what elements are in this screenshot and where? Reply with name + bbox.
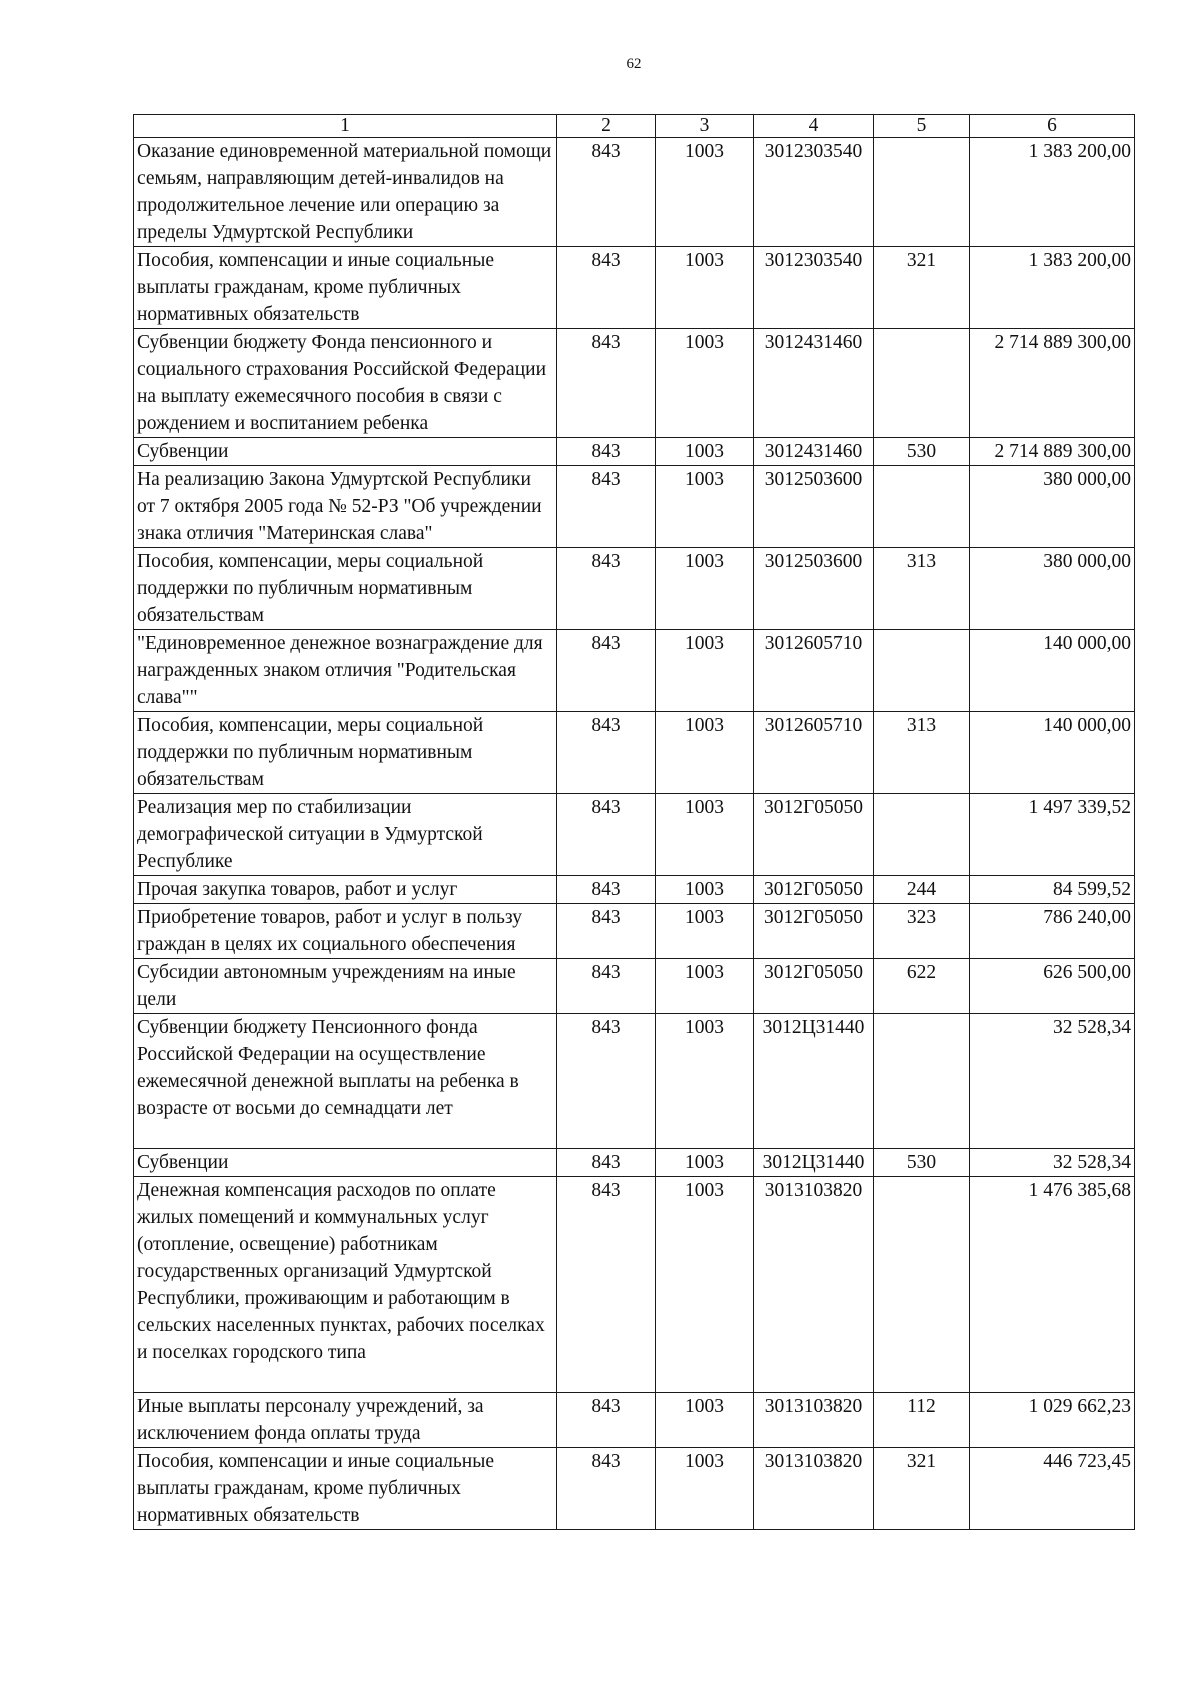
amount-cell: 1 029 662,23 bbox=[970, 1393, 1135, 1448]
amount-cell: 380 000,00 bbox=[970, 466, 1135, 548]
expense-type-cell bbox=[874, 794, 970, 876]
expense-type-cell bbox=[874, 466, 970, 548]
row-name-cell: Пособия, компенсации, меры социальной поддержки по публичным нормативным обязательствам bbox=[134, 548, 557, 630]
section-code-cell: 1003 bbox=[656, 1149, 754, 1177]
section-code-cell: 1003 bbox=[656, 794, 754, 876]
section-code-cell: 1003 bbox=[656, 247, 754, 329]
amount-cell: 140 000,00 bbox=[970, 630, 1135, 712]
section-code-cell: 1003 bbox=[656, 1448, 754, 1530]
chapter-code-cell: 843 bbox=[557, 466, 656, 548]
row-name-cell: Прочая закупка товаров, работ и услуг bbox=[134, 876, 557, 904]
expense-type-cell bbox=[874, 329, 970, 438]
amount-cell: 2 714 889 300,00 bbox=[970, 329, 1135, 438]
section-code-cell: 1003 bbox=[656, 548, 754, 630]
target-article-cell: 3012503600 bbox=[754, 548, 874, 630]
table-row bbox=[134, 876, 1135, 904]
budget-table bbox=[133, 114, 1135, 1530]
table-body bbox=[134, 138, 1135, 1530]
target-article-cell: 3012605710 bbox=[754, 630, 874, 712]
chapter-code-cell: 843 bbox=[557, 1177, 656, 1393]
chapter-code-cell: 843 bbox=[557, 876, 656, 904]
table-row bbox=[134, 466, 1135, 548]
column-header-1: 1 bbox=[134, 115, 557, 138]
table-row bbox=[134, 1149, 1135, 1177]
amount-cell: 1 383 200,00 bbox=[970, 247, 1135, 329]
section-code-cell: 1003 bbox=[656, 466, 754, 548]
amount-cell: 140 000,00 bbox=[970, 712, 1135, 794]
row-name-cell: "Единовременное денежное вознаграждение для награжденных знаком отличия "Родительская слава"" bbox=[134, 630, 557, 712]
amount-cell: 2 714 889 300,00 bbox=[970, 438, 1135, 466]
expense-type-cell: 622 bbox=[874, 959, 970, 1014]
table-row bbox=[134, 1448, 1135, 1530]
amount-cell: 84 599,52 bbox=[970, 876, 1135, 904]
row-name-cell: Иные выплаты персоналу учреждений, за исключением фонда оплаты труда bbox=[134, 1393, 557, 1448]
column-header-6: 6 bbox=[970, 115, 1135, 138]
table-row bbox=[134, 1177, 1135, 1393]
amount-cell: 1 497 339,52 bbox=[970, 794, 1135, 876]
page-number: 62 bbox=[626, 56, 642, 72]
row-name-cell: Реализация мер по стабилизации демографической ситуации в Удмуртской Республике bbox=[134, 794, 557, 876]
table-row bbox=[134, 138, 1135, 247]
expense-type-cell: 530 bbox=[874, 1149, 970, 1177]
table-row bbox=[134, 548, 1135, 630]
section-code-cell: 1003 bbox=[656, 904, 754, 959]
table-row bbox=[134, 794, 1135, 876]
target-article-cell: 3012Г05050 bbox=[754, 959, 874, 1014]
chapter-code-cell: 843 bbox=[557, 247, 656, 329]
amount-cell: 786 240,00 bbox=[970, 904, 1135, 959]
row-name-cell: Приобретение товаров, работ и услуг в пользу граждан в целях их социального обеспечения bbox=[134, 904, 557, 959]
amount-cell: 1 476 385,68 bbox=[970, 1177, 1135, 1393]
chapter-code-cell: 843 bbox=[557, 1448, 656, 1530]
section-code-cell: 1003 bbox=[656, 138, 754, 247]
section-code-cell: 1003 bbox=[656, 1393, 754, 1448]
section-code-cell: 1003 bbox=[656, 876, 754, 904]
section-code-cell: 1003 bbox=[656, 329, 754, 438]
chapter-code-cell: 843 bbox=[557, 438, 656, 466]
expense-type-cell bbox=[874, 1014, 970, 1149]
row-name-cell: Оказание единовременной материальной помощи семьям, направляющим детей-инвалидов на продолжительное лечение или операцию за пределы Удмуртской Республики bbox=[134, 138, 557, 247]
row-name-cell: Пособия, компенсации и иные социальные выплаты гражданам, кроме публичных нормативных обязательств bbox=[134, 1448, 557, 1530]
section-code-cell: 1003 bbox=[656, 959, 754, 1014]
target-article-cell: 3012303540 bbox=[754, 247, 874, 329]
expense-type-cell bbox=[874, 630, 970, 712]
target-article-cell: 3012431460 bbox=[754, 438, 874, 466]
expense-type-cell: 313 bbox=[874, 548, 970, 630]
chapter-code-cell: 843 bbox=[557, 1393, 656, 1448]
row-name-cell: Субвенции bbox=[134, 438, 557, 466]
target-article-cell: 3012431460 bbox=[754, 329, 874, 438]
target-article-cell: 3013103820 bbox=[754, 1393, 874, 1448]
chapter-code-cell: 843 bbox=[557, 138, 656, 247]
expense-type-cell: 244 bbox=[874, 876, 970, 904]
column-header-2: 2 bbox=[557, 115, 656, 138]
section-code-cell: 1003 bbox=[656, 438, 754, 466]
section-code-cell: 1003 bbox=[656, 630, 754, 712]
amount-cell: 32 528,34 bbox=[970, 1014, 1135, 1149]
table-header-row bbox=[134, 115, 1135, 138]
expense-type-cell: 323 bbox=[874, 904, 970, 959]
expense-type-cell: 530 bbox=[874, 438, 970, 466]
chapter-code-cell: 843 bbox=[557, 630, 656, 712]
amount-cell: 626 500,00 bbox=[970, 959, 1135, 1014]
target-article-cell: 3012303540 bbox=[754, 138, 874, 247]
amount-cell: 32 528,34 bbox=[970, 1149, 1135, 1177]
chapter-code-cell: 843 bbox=[557, 329, 656, 438]
table-row bbox=[134, 630, 1135, 712]
target-article-cell: 3012503600 bbox=[754, 466, 874, 548]
row-name-cell: Пособия, компенсации и иные социальные выплаты гражданам, кроме публичных нормативных обязательств bbox=[134, 247, 557, 329]
chapter-code-cell: 843 bbox=[557, 548, 656, 630]
target-article-cell: 3012Г05050 bbox=[754, 904, 874, 959]
table-row bbox=[134, 1014, 1135, 1149]
section-code-cell: 1003 bbox=[656, 1014, 754, 1149]
table-row bbox=[134, 1393, 1135, 1448]
expense-type-cell: 112 bbox=[874, 1393, 970, 1448]
table-row bbox=[134, 438, 1135, 466]
row-name-cell: Субсидии автономным учреждениям на иные цели bbox=[134, 959, 557, 1014]
row-name-cell: Пособия, компенсации, меры социальной поддержки по публичным нормативным обязательствам bbox=[134, 712, 557, 794]
chapter-code-cell: 843 bbox=[557, 959, 656, 1014]
row-name-cell: Денежная компенсация расходов по оплате жилых помещений и коммунальных услуг (отопление, освещение) работникам государственных организаций Удмуртской Республики, проживающим и работающим в сельских населенных пунктах, рабочих поселках и поселках городского типа bbox=[134, 1177, 557, 1393]
table-row bbox=[134, 959, 1135, 1014]
expense-type-cell: 321 bbox=[874, 1448, 970, 1530]
chapter-code-cell: 843 bbox=[557, 1149, 656, 1177]
chapter-code-cell: 843 bbox=[557, 712, 656, 794]
column-header-4: 4 bbox=[754, 115, 874, 138]
column-header-3: 3 bbox=[656, 115, 754, 138]
table-row bbox=[134, 247, 1135, 329]
amount-cell: 446 723,45 bbox=[970, 1448, 1135, 1530]
expense-type-cell: 321 bbox=[874, 247, 970, 329]
table-row bbox=[134, 904, 1135, 959]
column-header-5: 5 bbox=[874, 115, 970, 138]
row-name-cell: На реализацию Закона Удмуртской Республики от 7 октября 2005 года № 52-РЗ "Об учреждении знака отличия "Материнская слава" bbox=[134, 466, 557, 548]
chapter-code-cell: 843 bbox=[557, 904, 656, 959]
expense-type-cell: 313 bbox=[874, 712, 970, 794]
expense-type-cell bbox=[874, 1177, 970, 1393]
target-article-cell: 3012Г05050 bbox=[754, 794, 874, 876]
row-name-cell: Субвенции бюджету Фонда пенсионного и социального страхования Российской Федерации на выплату ежемесячного пособия в связи с рождением и воспитанием ребенка bbox=[134, 329, 557, 438]
chapter-code-cell: 843 bbox=[557, 794, 656, 876]
target-article-cell: 3012605710 bbox=[754, 712, 874, 794]
table-row bbox=[134, 712, 1135, 794]
table-row bbox=[134, 329, 1135, 438]
target-article-cell: 3012Ц31440 bbox=[754, 1149, 874, 1177]
row-name-cell: Субвенции бюджету Пенсионного фонда Российской Федерации на осуществление ежемесячной денежной выплаты на ребенка в возрасте от восьми до семнадцати лет bbox=[134, 1014, 557, 1149]
chapter-code-cell: 843 bbox=[557, 1014, 656, 1149]
target-article-cell: 3012Ц31440 bbox=[754, 1014, 874, 1149]
section-code-cell: 1003 bbox=[656, 1177, 754, 1393]
amount-cell: 380 000,00 bbox=[970, 548, 1135, 630]
target-article-cell: 3013103820 bbox=[754, 1177, 874, 1393]
amount-cell: 1 383 200,00 bbox=[970, 138, 1135, 247]
section-code-cell: 1003 bbox=[656, 712, 754, 794]
expense-type-cell bbox=[874, 138, 970, 247]
target-article-cell: 3013103820 bbox=[754, 1448, 874, 1530]
target-article-cell: 3012Г05050 bbox=[754, 876, 874, 904]
row-name-cell: Субвенции bbox=[134, 1149, 557, 1177]
